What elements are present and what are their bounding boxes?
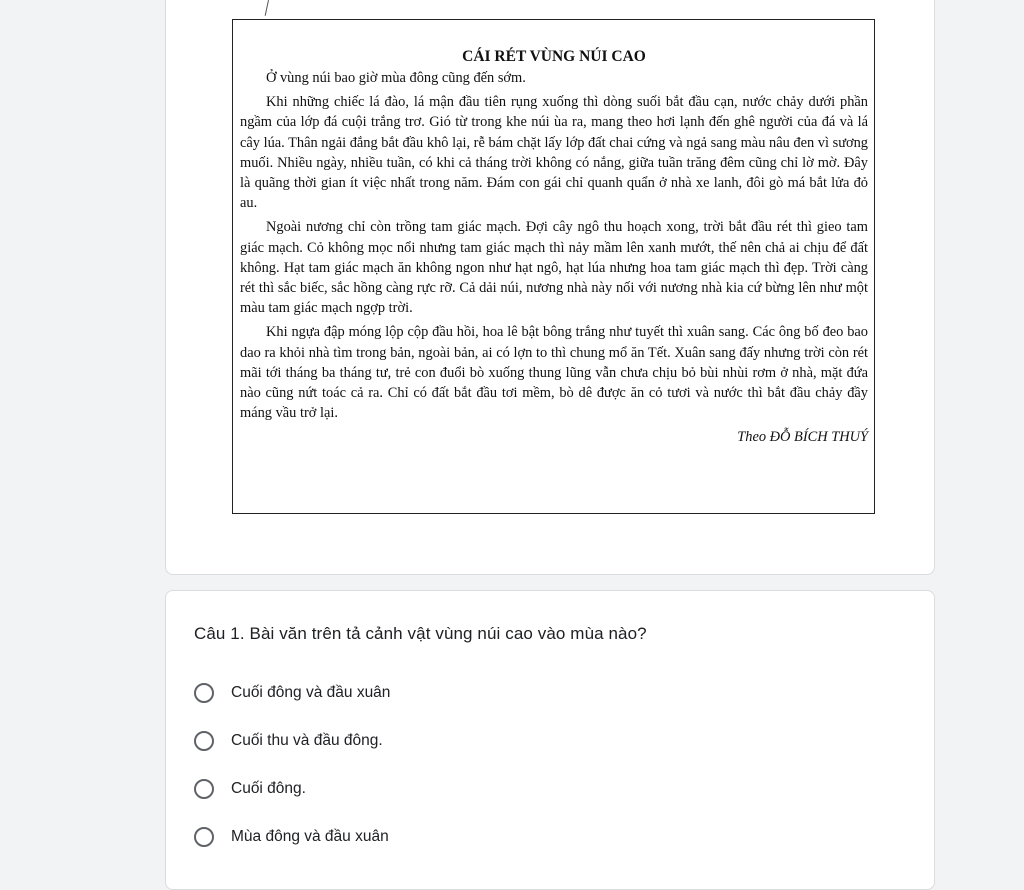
option-1[interactable] (194, 680, 390, 706)
passage-title: CÁI RÉT VÙNG NÚI CAO (462, 48, 646, 65)
radio-button-icon[interactable] (194, 779, 214, 799)
passage-paragraph-4: Khi ngựa đập móng lộp cộp đầu hồi, hoa lê bật bông trắng như tuyết thì xuân sang. Các ông bố đeo bao dao ra khỏi nhà tìm trong bản, ngoài bản, ai có lợn to thì chung mổ ăn Tết. Xuân sang đấy nhưng trời còn rét mãi tới tháng ba tháng tư, trẻ con đuổi bò xuống thung lũng vẫn chưa chịu bỏ bùi nhùi rơm ở nhà, mặt đứa nào cũng nứt toác cả ra. Chỉ có đất bắt đầu tơi mềm, bò dê được ăn cỏ tươi và nước thì bắt đầu chảy đầy máng vầu trở lại. (240, 324, 868, 422)
option-label: Cuối đông. (231, 780, 306, 797)
passage-source: Theo ĐỖ BÍCH THUÝ (737, 429, 868, 446)
option-label: Mùa đông và đầu xuân (231, 828, 389, 845)
passage-paragraph-2: Khi những chiếc lá đào, lá mận đầu tiên rụng xuống thì dòng suối bắt đầu cạn, nước chảy dưới phần ngầm của lớp đá cuội trắng trơ. Gió từ trong khe núi ùa ra, mang theo hơi lạnh đến ghê người của đá và lá cây lúa. Thân ngải đắng bắt đầu khô lại, rễ bám chặt lấy lớp đất chai cứng và ngả sang màu nâu đen vì sương muối. Nhiều ngày, nhiều tuần, có khi cả tháng trời không có nắng, giữa tuần trăng đêm cũng chỉ lờ mờ. Đây là quãng thời gian ít việc nhất trong năm. Đám con gái chỉ quanh quẩn ở nhà xe lanh, đôi gò má bắt lửa đỏ au. (240, 94, 868, 212)
option-label: Cuối thu và đầu đông. (231, 732, 383, 749)
radio-button-icon[interactable] (194, 731, 214, 751)
radio-button-icon[interactable] (194, 827, 214, 847)
passage-image (232, 19, 875, 514)
passage-paragraph-1: Ở vùng núi bao giờ mùa đông cũng đến sớm. (266, 70, 526, 86)
question-title: Câu 1. Bài văn trên tả cảnh vật vùng núi cao vào mùa nào? (194, 624, 647, 643)
option-4[interactable] (194, 824, 389, 850)
radio-button-icon[interactable] (194, 683, 214, 703)
option-2[interactable] (194, 728, 383, 754)
option-3[interactable] (194, 776, 306, 802)
option-label: Cuối đông và đầu xuân (231, 684, 391, 701)
passage-paragraph-3: Ngoài nương chỉ còn trồng tam giác mạch. Đợi cây ngô thu hoạch xong, trời bắt đầu rét thì gieo tam giác mạch. Cỏ không mọc nổi nhưng tam giác mạch thì nảy mầm lên xanh mướt, thế nên chả ai chịu để đất không. Hạt tam giác mạch ăn không ngon như hạt ngô, hạt lúa nhưng hoa tam giác mạch thì đẹp. Trời càng rét thì sắc biếc, sắc hồng càng rực rỡ. Cả dải núi, nương nhà này nối với nương nhà kia cứ bừng lên như một màu tam giác mạch ngợp trời. (240, 219, 868, 317)
